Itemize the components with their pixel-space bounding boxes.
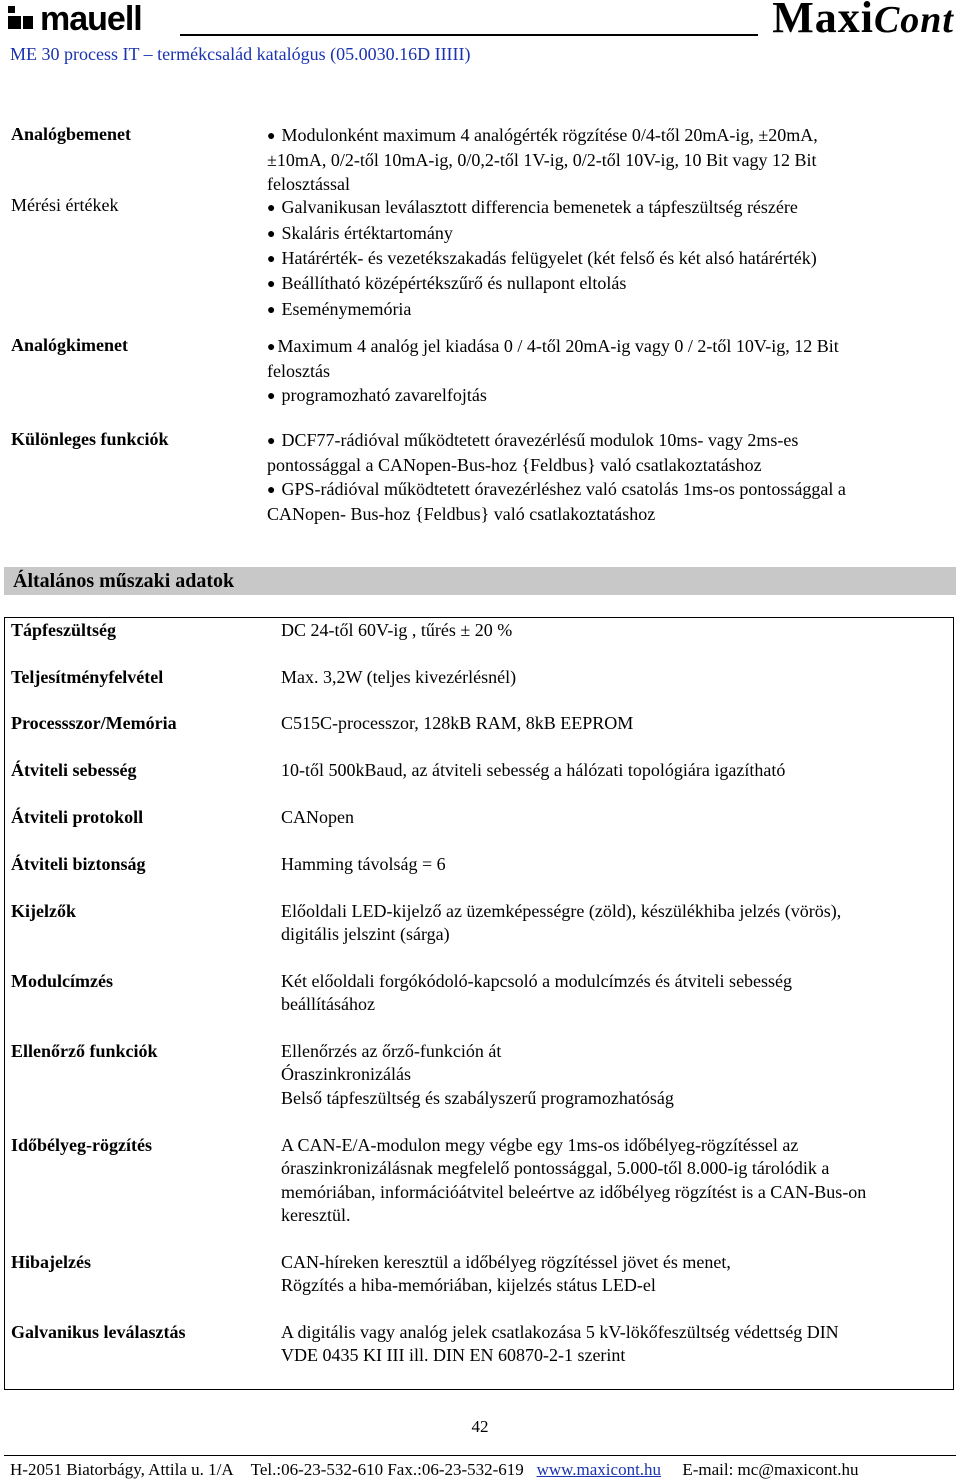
spec-value-line: A CAN-E/A-modulon megy végbe egy 1ms-os időbélyeg-rögzítéssel az — [281, 1135, 799, 1155]
special-functions-features — [267, 429, 947, 527]
spec-value-line: Belső tápfeszültség és szabályszerű programozhatóság — [281, 1087, 674, 1108]
footer-address: H-2051 Biatorbágy, Attila u. 1/A — [10, 1460, 234, 1479]
maxicont-logo — [772, 0, 954, 42]
general-data-heading-bar — [4, 567, 956, 595]
spec-value — [281, 1251, 941, 1298]
mauell-logo — [8, 2, 142, 36]
spec-value-line: Előoldali LED-kijelző az üzemképességre (zöld), készülékhiba jelzés (vörös), — [281, 901, 842, 921]
feature-line: ● Maximum 4 analóg jel kiadása 0 / 4-től 20mA-ig vagy 0 / 2-től 10V-ig, 12 Bit — [267, 335, 947, 360]
feature-line: ±10mA, 0/2-től 10mA-ig, 0/0,2-től 1V-ig, 0/2-től 10V-ig, 10 Bit vagy 12 Bit — [267, 150, 817, 171]
spec-label: Tápfeszültség — [11, 620, 116, 640]
spec-value-line: Rögzítés a hiba-memóriában, kijelzés státus LED-el — [281, 1275, 656, 1296]
feature-line: felosztással — [267, 173, 350, 194]
spec-value-line: DC 24-től 60V-ig , tűrés ± 20 % — [281, 620, 513, 640]
spec-value-line: C515C-processzor, 128kB RAM, 8kB EEPROM — [281, 713, 634, 733]
footer-contact — [10, 1460, 858, 1480]
feature-line: ● GPS-rádióval működtetett óravezérléshez való csatolás 1ms-os pontossággal a — [267, 478, 947, 503]
spec-label: Galvanikus leválasztás — [11, 1322, 186, 1342]
feature-line: ● Modulonként maximum 4 analógérték rögzítése 0/4-től 20mA-ig, ±20mA, — [267, 124, 947, 149]
spec-value-line: Óraszinkronizálás — [281, 1064, 411, 1085]
spec-value-line: beállításához — [281, 994, 375, 1015]
feature-line: felosztás — [267, 361, 330, 382]
mauell-logo-icon — [8, 6, 34, 32]
general-data-heading: Általános műszaki adatok — [13, 570, 235, 592]
spec-value — [281, 619, 941, 642]
label-analog-output: Analógkimenet — [11, 335, 128, 355]
mauell-logo-text: mauell — [40, 0, 142, 38]
spec-label: Átviteli biztonság — [11, 854, 146, 874]
spec-value-line: memóriában, információátvitel beleértve az időbélyeg rögzítést is a CAN-Bus-on — [281, 1181, 867, 1202]
footer-rule — [4, 1455, 956, 1456]
spec-value-line: óraszinkronizálásnak megfelelő pontossággal, 5.000-től 8.000-ig tárolódik a — [281, 1158, 830, 1179]
label-analog-input: Analógbemenet — [11, 124, 131, 144]
spec-label: Teljesítményfelvétel — [11, 667, 164, 687]
spec-value — [281, 853, 941, 876]
spec-value — [281, 1040, 941, 1110]
header-rule — [180, 34, 758, 36]
analog-input-features — [267, 124, 947, 323]
feature-line: ● Skaláris értéktartomány — [267, 222, 947, 247]
spec-label: Modulcímzés — [11, 971, 113, 991]
feature-line: ● Eseménymemória — [267, 298, 947, 323]
feature-line: ● Beállítható középértékszűrő és nullapont eltolás — [267, 272, 947, 297]
spec-label: Hibajelzés — [11, 1252, 91, 1272]
spec-value-line: 10-től 500kBaud, az átviteli sebesség a hálózati topológiára igazítható — [281, 760, 786, 780]
spec-value-line: VDE 0435 KI III ill. DIN EN 60870-2-1 szerint — [281, 1345, 626, 1366]
spec-value-line: digitális jelszint (sárga) — [281, 924, 450, 945]
spec-value — [281, 970, 941, 1017]
spec-label: Ellenőrző funkciók — [11, 1041, 158, 1061]
spec-label: Átviteli sebesség — [11, 760, 137, 780]
label-special-functions: Különleges funkciók — [11, 429, 169, 449]
spec-value — [281, 759, 941, 782]
spec-label: Időbélyeg-rögzítés — [11, 1135, 152, 1155]
spec-label: Processszor/Memória — [11, 713, 177, 733]
maxicont-logo-script: Cont — [873, 0, 954, 41]
footer-website-link[interactable]: www.maxicont.hu — [536, 1460, 662, 1479]
feature-line: ● Határérték- és vezetékszakadás felügyelet (két felső és két alsó határérték) — [267, 247, 947, 272]
footer-fax: Fax.:06-23-532-619 — [387, 1460, 524, 1479]
spec-value-line: keresztül. — [281, 1205, 351, 1226]
spec-label: Átviteli protokoll — [11, 807, 144, 827]
spec-value — [281, 712, 941, 735]
catalog-subtitle: ME 30 process IT – termékcsalád katalógus (05.0030.16D IIIII) — [10, 44, 471, 64]
spec-value-line: CANopen — [281, 807, 354, 827]
spec-value-line: A digitális vagy analóg jelek csatlakozása 5 kV-lökőfeszültség védettség DIN — [281, 1322, 839, 1342]
page-number: 42 — [471, 1417, 489, 1436]
spec-value — [281, 806, 941, 829]
feature-line: ● DCF77-rádióval működtetett óravezérlésű modulok 10ms- vagy 2ms-es — [267, 429, 947, 454]
analog-output-features — [267, 335, 947, 409]
spec-value — [281, 900, 941, 947]
spec-value — [281, 1134, 941, 1228]
feature-line: ● Galvanikusan leválasztott differencia bemenetek a tápfeszültség részére — [267, 196, 947, 221]
spec-label: Kijelzők — [11, 901, 76, 921]
footer-phone: Tel.:06-23-532-610 — [250, 1460, 384, 1479]
footer-email: E-mail: mc@maxicont.hu — [682, 1460, 859, 1479]
spec-value — [281, 1321, 941, 1368]
spec-value-line: Két előoldali forgókódoló-kapcsoló a modulcímzés és átviteli sebesség — [281, 971, 793, 991]
label-measured-values: Mérési értékek — [11, 195, 119, 215]
feature-line: pontossággal a CANopen-Bus-hoz {Feldbus} való csatlakoztatáshoz — [267, 455, 762, 476]
feature-line: ● programozható zavarelfojtás — [267, 384, 947, 409]
spec-value-line: CAN-híreken keresztül a időbélyeg rögzítéssel jövet és menet, — [281, 1252, 731, 1272]
spec-value-line: Ellenőrzés az őrző-funkción át — [281, 1041, 502, 1061]
maxicont-logo-main: Maxi — [772, 0, 874, 42]
spec-value-line: Max. 3,2W (teljes kivezérlésnél) — [281, 667, 517, 687]
spec-value — [281, 666, 941, 689]
spec-value-line: Hamming távolság = 6 — [281, 854, 446, 874]
feature-line: CANopen- Bus-hoz {Feldbus} való csatlakoztatáshoz — [267, 504, 656, 525]
